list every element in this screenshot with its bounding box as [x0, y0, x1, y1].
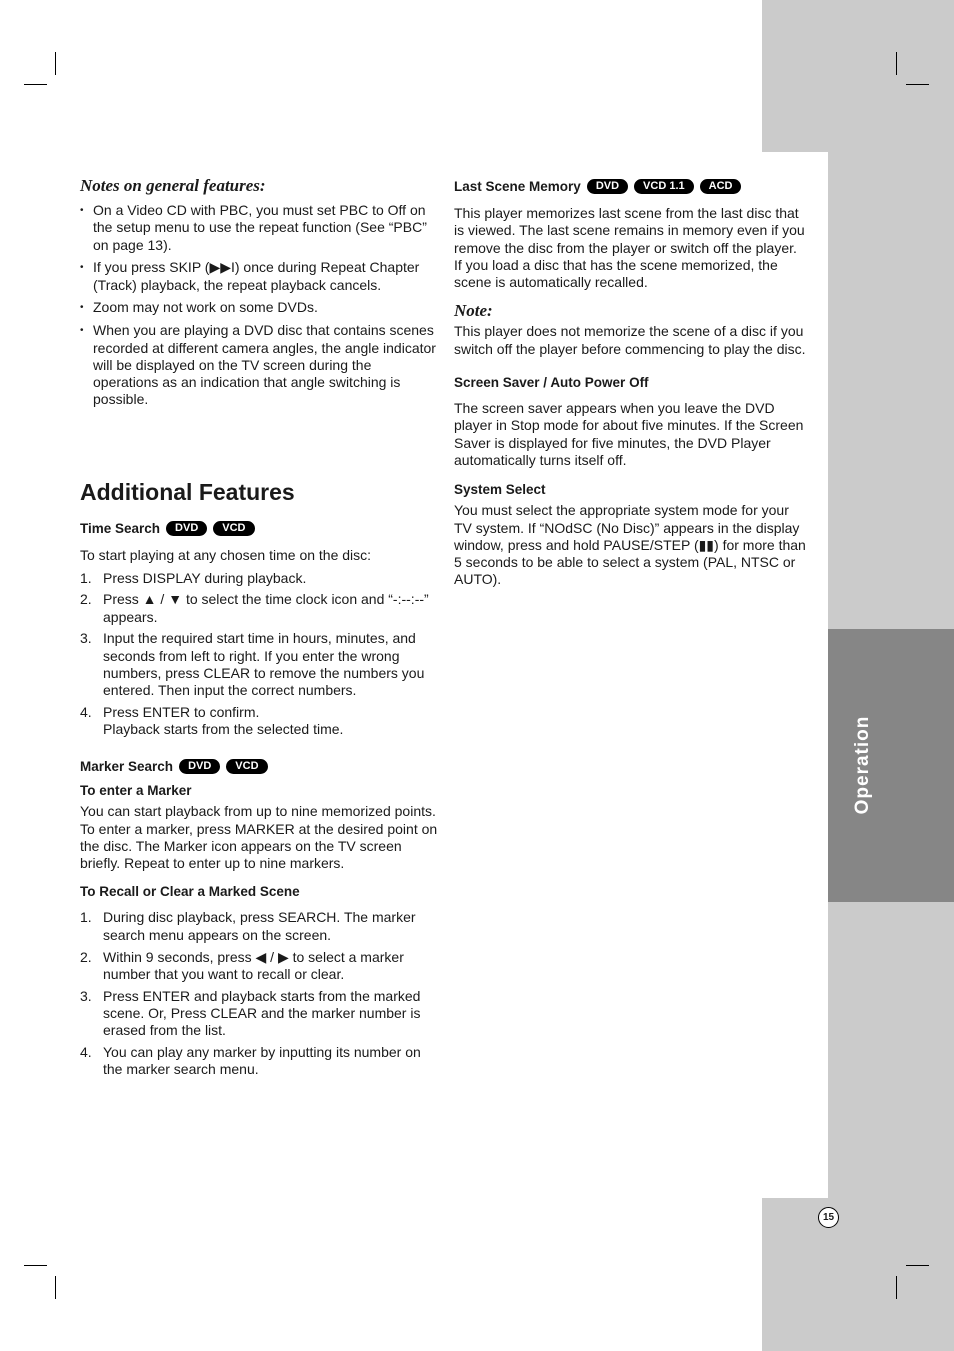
right-column: [454, 176, 806, 589]
notes-list: [80, 202, 438, 409]
step-item: 2. Press ▲ / ▼ to select the time clock icon and “-:--:--” appears.: [80, 591, 429, 625]
crop-mark: [55, 1276, 56, 1299]
notes-item: • Zoom may not work on some DVDs.: [80, 299, 438, 316]
note-title: Note:: [454, 301, 493, 321]
time-search-title: Time Search: [80, 521, 161, 537]
step-item: 1. Press DISPLAY during playback.: [80, 569, 307, 586]
screen-saver-title: Screen Saver / Auto Power Off: [454, 375, 649, 391]
last-scene-text: This player memorizes last scene from the last disc that is viewed. The last scene remains in memory even if you remove the disc from the player or switch off the player. If you load a disc that has the scene memorized, the scene is automatically recalled.: [454, 205, 805, 291]
time-search-intro: To start playing at any chosen time on the disc:: [80, 547, 372, 564]
last-scene-title: Last Scene Memory: [454, 179, 581, 194]
crop-mark: [906, 1265, 929, 1266]
notes-item: • On a Video CD with PBC, you must set PBC to Off on the setup menu to use the repeat function (See “PBC” on page 13).: [80, 202, 438, 254]
page-number: 15: [818, 1207, 839, 1228]
marker-search-title: Marker Search: [80, 759, 174, 775]
system-select-text: You must select the appropriate system mode for your TV system. If “NOdSC (No Disc)” appears in the display window, press and hold PAUSE/STEP (▮▮) for more than 5 seconds to be able to select a system (PAL, NTSC or AUTO).: [454, 502, 806, 588]
step-item: 2. Within 9 seconds, press ◀ / ▶ to select a marker number that you want to recall or clear.: [80, 948, 404, 982]
enter-marker-title: To enter a Marker: [80, 783, 192, 799]
last-scene-heading: [454, 179, 806, 194]
crop-mark: [896, 1276, 897, 1299]
notes-item: • When you are playing a DVD disc that contains scenes recorded at different camera angles, the angle indicator will be displayed on the TV screen during the operations as an indication that angle switching is possible.: [80, 322, 438, 408]
note-text: This player does not memorize the scene of a disc if you switch off the player before commencing to play the disc.: [454, 323, 806, 357]
crop-mark: [896, 52, 897, 75]
notes-item: • If you press SKIP (▶▶I) once during Repeat Chapter (Track) playback, the repeat playback cancels.: [80, 259, 438, 294]
operation-tab: [828, 629, 954, 902]
step-item: 4. Press ENTER to confirm. Playback starts from the selected time.: [80, 704, 344, 738]
step-item: 4. You can play any marker by inputting its number on the marker search menu.: [80, 1044, 421, 1078]
enter-marker-text: You can start playback from up to nine memorized points. To enter a marker, press MARKER at the desired point on the disc. The Marker icon appears on the TV screen briefly. Repeat to enter up to nine markers.: [80, 803, 438, 872]
operation-tab-label: Operation: [852, 715, 873, 815]
vcd-badge: VCD: [213, 521, 254, 536]
step-item: 3. Press ENTER and playback starts from the marked scene. Or, Press CLEAR and the marker number is erased from the list.: [80, 987, 421, 1039]
recall-marker-title: To Recall or Clear a Marked Scene: [80, 884, 300, 900]
step-item: 3. Input the required start time in hours, minutes, and seconds from left to right. If you enter the wrong numbers, press CLEAR to remove the numbers you entered. Then input the correct numbers.: [80, 630, 425, 699]
acd-badge: ACD: [700, 179, 742, 194]
crop-mark: [24, 84, 47, 85]
time-search-heading: [80, 521, 438, 536]
time-search-steps: [80, 570, 438, 739]
crop-mark: [906, 84, 929, 85]
screen-saver-text: The screen saver appears when you leave the DVD player in Stop mode for about five minutes. If the Screen Saver is displayed for five minutes, the DVD Player automatically turns itself off.: [454, 400, 804, 468]
crop-mark: [24, 1265, 47, 1266]
step-item: 1. During disc playback, press SEARCH. The marker search menu appears on the screen.: [80, 909, 416, 943]
dvd-badge: DVD: [587, 179, 628, 194]
section-title: Additional Features: [80, 479, 295, 506]
dvd-badge: DVD: [166, 521, 207, 536]
system-select-title: System Select: [454, 482, 546, 498]
vcd-badge: VCD: [226, 759, 267, 774]
crop-mark: [55, 52, 56, 75]
vcd-badge: VCD 1.1: [634, 179, 694, 194]
left-column: [80, 176, 438, 1083]
marker-search-heading: [80, 759, 438, 774]
marker-search-steps: [80, 909, 438, 1078]
notes-title: Notes on general features:: [80, 176, 266, 195]
dvd-badge: DVD: [179, 759, 220, 774]
